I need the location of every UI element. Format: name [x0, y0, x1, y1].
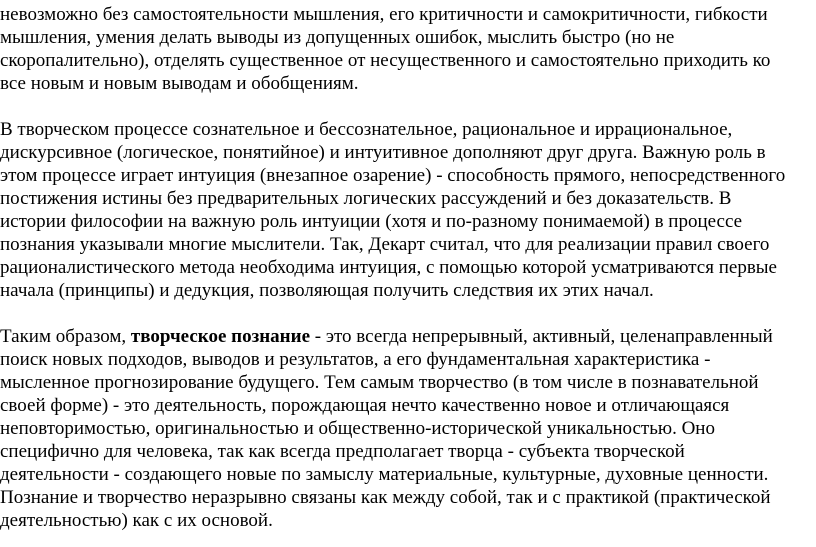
paragraph-2-line-3: этом процессе играет интуиция (внезапное озарение) - способность прямого, непосредственного	[0, 165, 786, 186]
paragraph-2-line-4: постижения истины без предварительных логических рассуждений и без доказательств. В	[0, 188, 732, 209]
paragraph-2-line-6: познания указывали многие мыслители. Так, Декарт считал, что для реализации правил своего	[0, 234, 770, 255]
paragraph-3-suffix: - это всегда непрерывный, активный, целенаправленный	[310, 326, 773, 347]
paragraph-3-line-8: Познание и творчество неразрывно связаны как между собой, так и с практикой (практической	[0, 487, 771, 508]
paragraph-1-line-1: невозможно без самостоятельности мышления, его критичности и самокритичности, гибкости	[0, 4, 768, 25]
paragraph-2-line-8: начала (принципы) и дедукция, позволяющая получить следствия их этих начал.	[0, 280, 654, 301]
bold-term: творческое познание	[130, 326, 311, 347]
paragraph-3-line-5: неповторимостью, оригинальностью и общественно-исторической уникальностью. Оно	[0, 418, 715, 439]
paragraph-3-line-4: своей форме) - это деятельность, порождающая нечто качественно новое и отличающаяся	[0, 395, 730, 416]
paragraph-1-line-4: все новым и новым выводам и обобщениям.	[0, 73, 359, 94]
paragraph-3-prefix: Таким образом,	[0, 326, 131, 347]
paragraph-3-line-6: специфично для человека, так как всегда предполагает творца - субъекта творческой	[0, 441, 685, 462]
paragraph-3-line-7: деятельности - создающего новые по замыслу материальные, культурные, духовные ценности.	[0, 464, 769, 485]
paragraph-1-line-3: скоропалительно), отделять существенное от несущественного и самостоятельно приходить ко	[0, 50, 771, 71]
paragraph-2-line-5: истории философии на важную роль интуиции (хотя и по-разному понимаемой) в процессе	[0, 211, 743, 232]
paragraph-2-line-7: рационалистического метода необходима интуиция, с помощью которой усматриваются первые	[0, 257, 777, 278]
paragraph-2-line-1: В творческом процессе сознательное и бессознательное, рациональное и иррациональное,	[0, 119, 733, 140]
paragraph-3-line-2: поиск новых подходов, выводов и результатов, а его фундаментальная характеристика -	[0, 349, 711, 370]
paragraph-3-line-1	[0, 325, 773, 348]
paragraph-2-line-2: дискурсивное (логическое, понятийное) и интуитивное дополняют друг друга. Важную роль в	[0, 142, 766, 163]
paragraph-1-line-2: мышления, умения делать выводы из допущенных ошибок, мыслить быстро (но не	[0, 27, 675, 48]
paragraph-3-line-3: мысленное прогнозирование будущего. Тем самым творчество (в том числе в познавательной	[0, 372, 759, 393]
paragraph-3-line-9: деятельностью) как с их основой.	[0, 510, 273, 531]
